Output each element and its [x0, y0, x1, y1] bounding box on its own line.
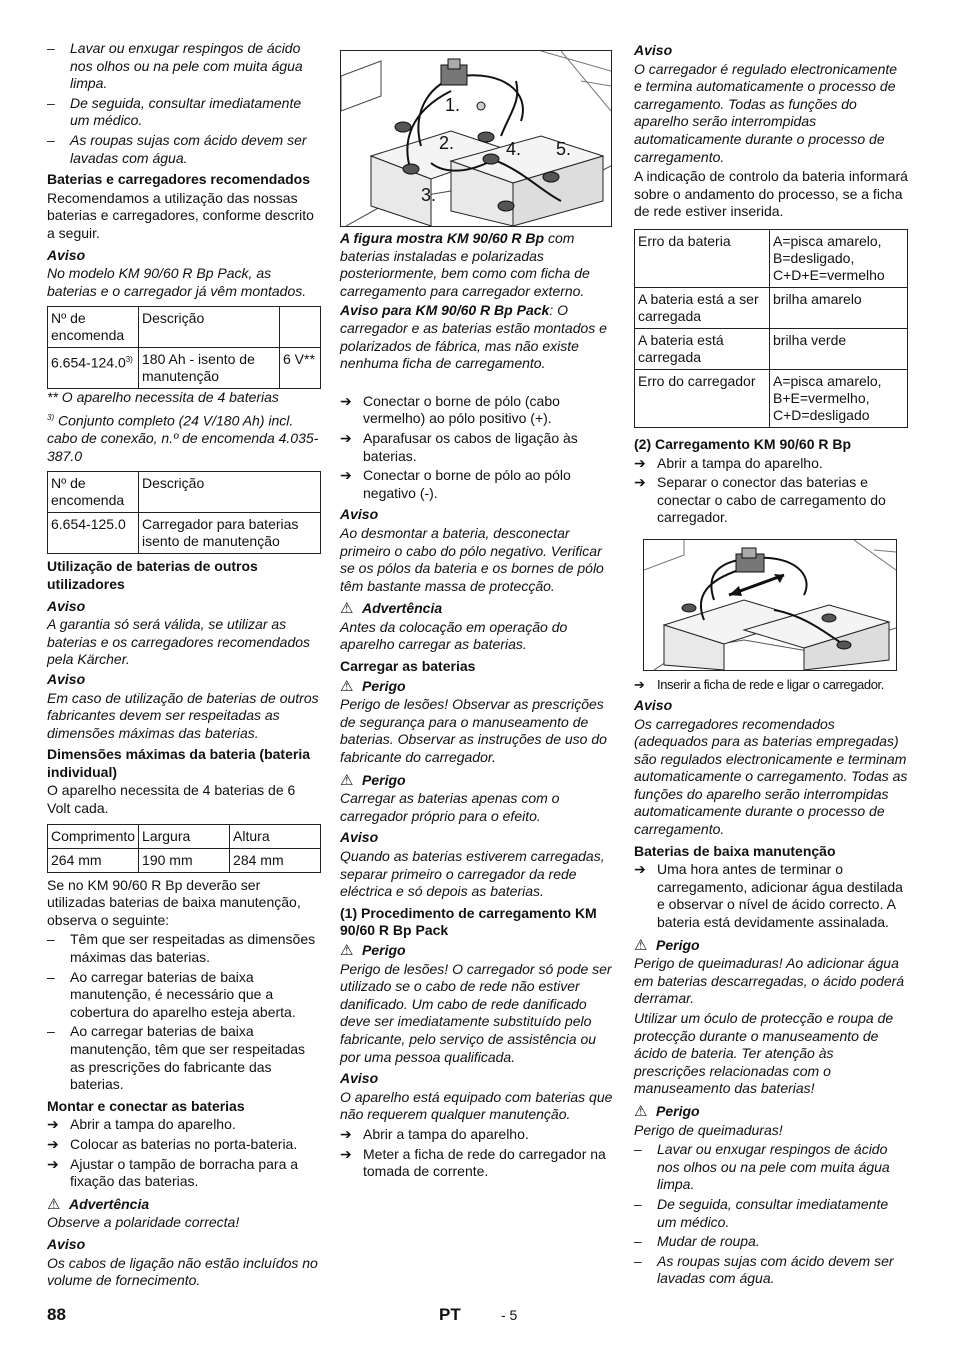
aviso-label: Aviso [47, 670, 86, 687]
perigo-heading: ⚠ Perigo [340, 771, 406, 789]
aviso-label: Aviso [340, 506, 379, 523]
section-heading: Baterias e carregadores recomendados [47, 171, 311, 188]
perigo-text: Perigo de lesões! Observar as prescrições de segurança para o manuseamento de baterias. Observar as instruções de uso do fabricante do carregador. [340, 696, 607, 766]
page-number: 88 [47, 1305, 66, 1324]
table-cell: Carregador para baterias isento de manutenção [139, 513, 321, 554]
table-row [635, 369, 908, 427]
list-item: ➔ Conectar o borne de pólo (cabo vermelho) ao pólo positivo (+). [340, 392, 560, 427]
charging-connector-figure [643, 539, 897, 671]
table-cell: 6 V** [280, 348, 321, 389]
arrow-icon: ➔ [47, 1116, 59, 1133]
arrow-icon: ➔ [340, 467, 352, 484]
perigo-heading: ⚠ Perigo [634, 936, 700, 954]
dash-bullet: – [634, 1141, 642, 1158]
warning-icon: ⚠ [634, 936, 648, 954]
list-item: ➔ Meter a ficha de rede do carregador na tomada de corrente. [340, 1145, 606, 1180]
table-cell: 6.654-125.0 [48, 513, 139, 554]
list-item: ➔ Abrir a tampa do aparelho. [634, 454, 823, 471]
list-item: ➔ Inserir a ficha de rede e ligar o carregador. [634, 676, 884, 692]
list-item: – Ao carregar baterias de baixa manutenção, têm que ser respeitadas as prescrições do fabricante das baterias. [47, 1023, 306, 1093]
section-heading: (2) Carregamento KM 90/60 R Bp [634, 435, 852, 452]
section-heading: Montar e conectar as baterias [47, 1097, 245, 1114]
table-cell: brilha verde [770, 328, 908, 369]
column-1 [47, 40, 321, 1292]
battery-table [47, 306, 321, 389]
dash-bullet: – [47, 131, 55, 148]
paragraph: A indicação de controlo da bateria informará sobre o andamento do processo, se a ficha de rede estiver inserida. [634, 168, 908, 220]
list-item: – Lavar ou enxugar respingos de ácido nos olhos ou na pele com muita água limpa. [47, 40, 303, 92]
spacer [340, 375, 614, 393]
table-cell: Erro do carregador [635, 369, 770, 427]
list-item: ➔ Separar o conector das baterias e conectar o cabo de carregamento do carregador. [634, 474, 886, 526]
table-header: Descrição [139, 307, 280, 348]
warning-icon: ⚠ [340, 771, 354, 789]
paragraph: O aparelho necessita de 4 baterias de 6 Volt cada. [47, 782, 296, 817]
arrow-icon: ➔ [634, 861, 646, 878]
sub-page-number: - 5 [501, 1307, 518, 1323]
arrow-icon: ➔ [47, 1135, 59, 1152]
arrow-icon: ➔ [634, 474, 646, 491]
dash-bullet: – [634, 1195, 642, 1212]
table-header: Nº de encomenda [48, 307, 139, 348]
paragraph: Se no KM 90/60 R Bp deverão ser utilizadas baterias de baixa manutenção, observa o seguinte: [47, 876, 301, 928]
arrow-icon: ➔ [340, 1145, 352, 1162]
warning-icon: ⚠ [47, 1195, 61, 1213]
table-cell: Erro da bateria [635, 229, 770, 287]
aviso-label: Aviso [340, 1070, 379, 1087]
table-cell: 284 mm [230, 848, 321, 872]
aviso-label: Aviso [47, 246, 86, 263]
table-cell: A bateria está carregada [635, 328, 770, 369]
arrow-icon: ➔ [340, 1125, 352, 1142]
language-code: PT [439, 1305, 461, 1324]
battery-wiring-illustration [341, 51, 611, 226]
list-item: ➔ Abrir a tampa do aparelho. [340, 1125, 529, 1142]
figure-label: 4. [506, 139, 522, 159]
section-heading: Baterias de baixa manutenção [634, 842, 836, 859]
list-item: ➔ Aparafusar os cabos de ligação às baterias. [340, 429, 578, 464]
list-item: ➔ Conectar o borne de pólo ao pólo negativo (-). [340, 467, 571, 501]
figure-label: 2. [439, 133, 455, 153]
figure-label: 3. [421, 185, 437, 205]
warning-icon: ⚠ [634, 1102, 648, 1120]
list-item: – De seguida, consultar imediatamente um médico. [634, 1195, 889, 1230]
table-cell: A bateria está a ser carregada [635, 287, 770, 328]
dash-bullet: – [47, 931, 55, 948]
table-header: Nº de encomenda [48, 472, 139, 513]
section-heading: Carregar as baterias [340, 658, 476, 675]
arrow-icon: ➔ [47, 1155, 59, 1172]
table-row [635, 287, 908, 328]
status-table [634, 229, 908, 428]
aviso-text: O aparelho está equipado com baterias que não requerem qualquer manutenção. [340, 1088, 613, 1123]
arrow-icon: ➔ [340, 392, 352, 409]
section-heading: Utilização de baterias de outros utilizadores [47, 558, 258, 592]
advertencia-heading: ⚠ Advertência [47, 1195, 150, 1213]
table-cell: 190 mm [139, 848, 230, 872]
battery-wiring-figure [340, 50, 612, 227]
table-cell: 180 Ah - isento de manutenção [139, 348, 280, 389]
aviso-pack: Aviso para KM 90/60 R Bp Pack: O carregador e as baterias estão montados e polarizados de fábrica, mas não existe nenhuma ficha de carregamento. [340, 302, 607, 372]
table-header: Descrição [139, 472, 321, 513]
aviso-text: Ao desmontar a bateria, desconectar primeiro o cabo do pólo negativo. Verificar se os pólos da bateria e os bornes de pólo têm bastante massa de protecção. [340, 524, 604, 594]
figure-label: 5. [556, 139, 572, 159]
warning-icon: ⚠ [340, 677, 354, 695]
aviso-text: Os carregadores recomendados (adequados para as baterias empregadas) são regulados electronicamente e terminam automaticamente o carregamento. Todas as funções do aparelho serão interrompidas automaticamente durante o processo de carregamento. [634, 715, 908, 838]
dash-bullet: – [47, 94, 55, 111]
paragraph: Recomendamos a utilização das nossas baterias e carregadores, conforme descrito a seguir. [47, 189, 314, 241]
advertencia-heading: ⚠ Advertência [340, 600, 443, 618]
dimensions-table [47, 824, 321, 873]
perigo-heading: ⚠ Perigo [340, 677, 406, 695]
perigo-text: Carregar as baterias apenas com o carregador próprio para o efeito. [340, 790, 560, 824]
arrow-icon: ➔ [634, 454, 646, 471]
aviso-label: Aviso [340, 829, 379, 846]
perigo-heading: ⚠ Perigo [634, 1102, 700, 1120]
charging-connector-illustration [644, 540, 896, 670]
dash-bullet: – [47, 40, 55, 56]
aviso-text: No modelo KM 90/60 R Bp Pack, as baterias e o carregador já vêm montados. [47, 265, 307, 299]
aviso-text: O carregador é regulado electronicamente e termina automaticamente o processo de carregamento. Todas as funções do aparelho serão interrompidas automaticamente durante o processo de carregamento. [634, 60, 898, 165]
figure-label: 1. [445, 95, 461, 115]
table-row [635, 229, 908, 287]
warning-icon: ⚠ [340, 941, 354, 959]
aviso-text: A garantia só será válida, se utilizar as baterias e os carregadores recomendados pela Kärcher. [47, 616, 311, 668]
list-item: ➔ Colocar as baterias no porta-bateria. [47, 1135, 298, 1152]
list-item: – Mudar de roupa. [634, 1233, 760, 1250]
list-item: ➔ Abrir a tampa do aparelho. [47, 1116, 236, 1133]
dash-bullet: – [634, 1252, 642, 1269]
table-cell: A=pisca amarelo, B+E=vermelho, C+D=desligado [770, 369, 908, 427]
table-header: Largura [139, 824, 230, 848]
aviso-text: Em caso de utilização de baterias de outros fabricantes devem ser respeitadas as dimensões máximas das baterias. [47, 689, 319, 741]
list-item: ➔ Uma hora antes de terminar o carregamento, adicionar água destilada e observar o nível de ácido correcto. A bateria está devidamente assinalada. [634, 861, 903, 931]
perigo-text: Utilizar um óculo de protecção e roupa de protecção durante o manuseamento de ácido de bateria. Ter atenção às prescrições relacionadas com o manuseamento das baterias! [634, 1010, 894, 1097]
list-item: – Ao carregar baterias de baixa manutenção, é necessário que a cobertura do aparelho esteja aberta. [47, 968, 296, 1020]
footnote: ** O aparelho necessita de 4 baterias [47, 389, 279, 406]
section-heading: Dimensões máximas da bateria (bateria individual) [47, 746, 311, 780]
table-header: Comprimento [48, 824, 139, 848]
perigo-heading: ⚠ Perigo [340, 941, 406, 959]
table-cell: A=pisca amarelo, B=desligado, C+D+E=vermelho [770, 229, 908, 287]
advertencia-text: Observe a polaridade correcta! [47, 1214, 240, 1231]
footnote: $^{3)}$ Conjunto completo (24 V/180 Ah) incl. cabo de conexão, n.º de encomenda 4.035-387.0 [47, 412, 319, 464]
aviso-label: Aviso [634, 696, 673, 713]
aviso-label: Aviso [47, 597, 86, 614]
arrow-icon: ➔ [634, 676, 645, 692]
aviso-label: Aviso [47, 1235, 86, 1252]
charger-table [47, 471, 321, 554]
perigo-text: Perigo de queimaduras! [634, 1121, 783, 1138]
dash-bullet: – [47, 968, 55, 985]
list-item: ➔ Ajustar o tampão de borracha para a fixação das baterias. [47, 1155, 299, 1190]
warning-icon: ⚠ [340, 600, 354, 618]
perigo-text: Perigo de queimaduras! Ao adicionar água em baterias descarregadas, o ácido poderá derramar. [634, 955, 905, 1007]
aviso-label: Aviso [634, 42, 673, 58]
table-cell: 264 mm [48, 848, 139, 872]
advertencia-text: Antes da colocação em operação do aparelho carregar as baterias. [340, 618, 568, 653]
dash-bullet: – [634, 1233, 642, 1250]
table-header [280, 307, 321, 348]
figure-caption: A figura mostra KM 90/60 R Bp com baterias instaladas e polarizadas posteriormente, bem como com ficha de carregamento para carregador externo. [340, 230, 590, 299]
perigo-text: Perigo de lesões! O carregador só pode ser utilizado se o cabo de rede não estiver danificado. Um cabo de rede danificado deve ser imediatamente substituído pelo fabricante, pelo serviço de assistência ou por uma pessoa qualificada. [340, 960, 612, 1065]
column-2 [340, 40, 614, 1183]
list-item: – Têm que ser respeitadas as dimensões máximas das baterias. [47, 931, 316, 966]
table-cell: brilha amarelo [770, 287, 908, 328]
table-header: Altura [230, 824, 321, 848]
list-item: – Lavar ou enxugar respingos de ácido nos olhos ou na pele com muita água limpa. [634, 1141, 890, 1193]
column-3 [634, 40, 908, 1290]
list-item: – As roupas sujas com ácido devem ser lavadas com água. [47, 131, 307, 166]
list-item: – De seguida, consultar imediatamente um médico. [47, 94, 302, 129]
arrow-icon: ➔ [340, 429, 352, 446]
section-heading: (1) Procedimento de carregamento KM 90/60 R Bp Pack [340, 904, 597, 939]
table-row [635, 328, 908, 369]
aviso-text: Quando as baterias estiverem carregadas, separar primeiro o carregador da rede eléctrica e só depois as baterias. [340, 848, 605, 900]
table-cell: 6.654-124.0$^{3)}$ [48, 348, 139, 389]
dash-bullet: – [47, 1023, 55, 1040]
aviso-text: Os cabos de ligação não estão incluídos no volume de fornecimento. [47, 1254, 318, 1289]
list-item: – As roupas sujas com ácido devem ser lavadas com água. [634, 1252, 894, 1287]
